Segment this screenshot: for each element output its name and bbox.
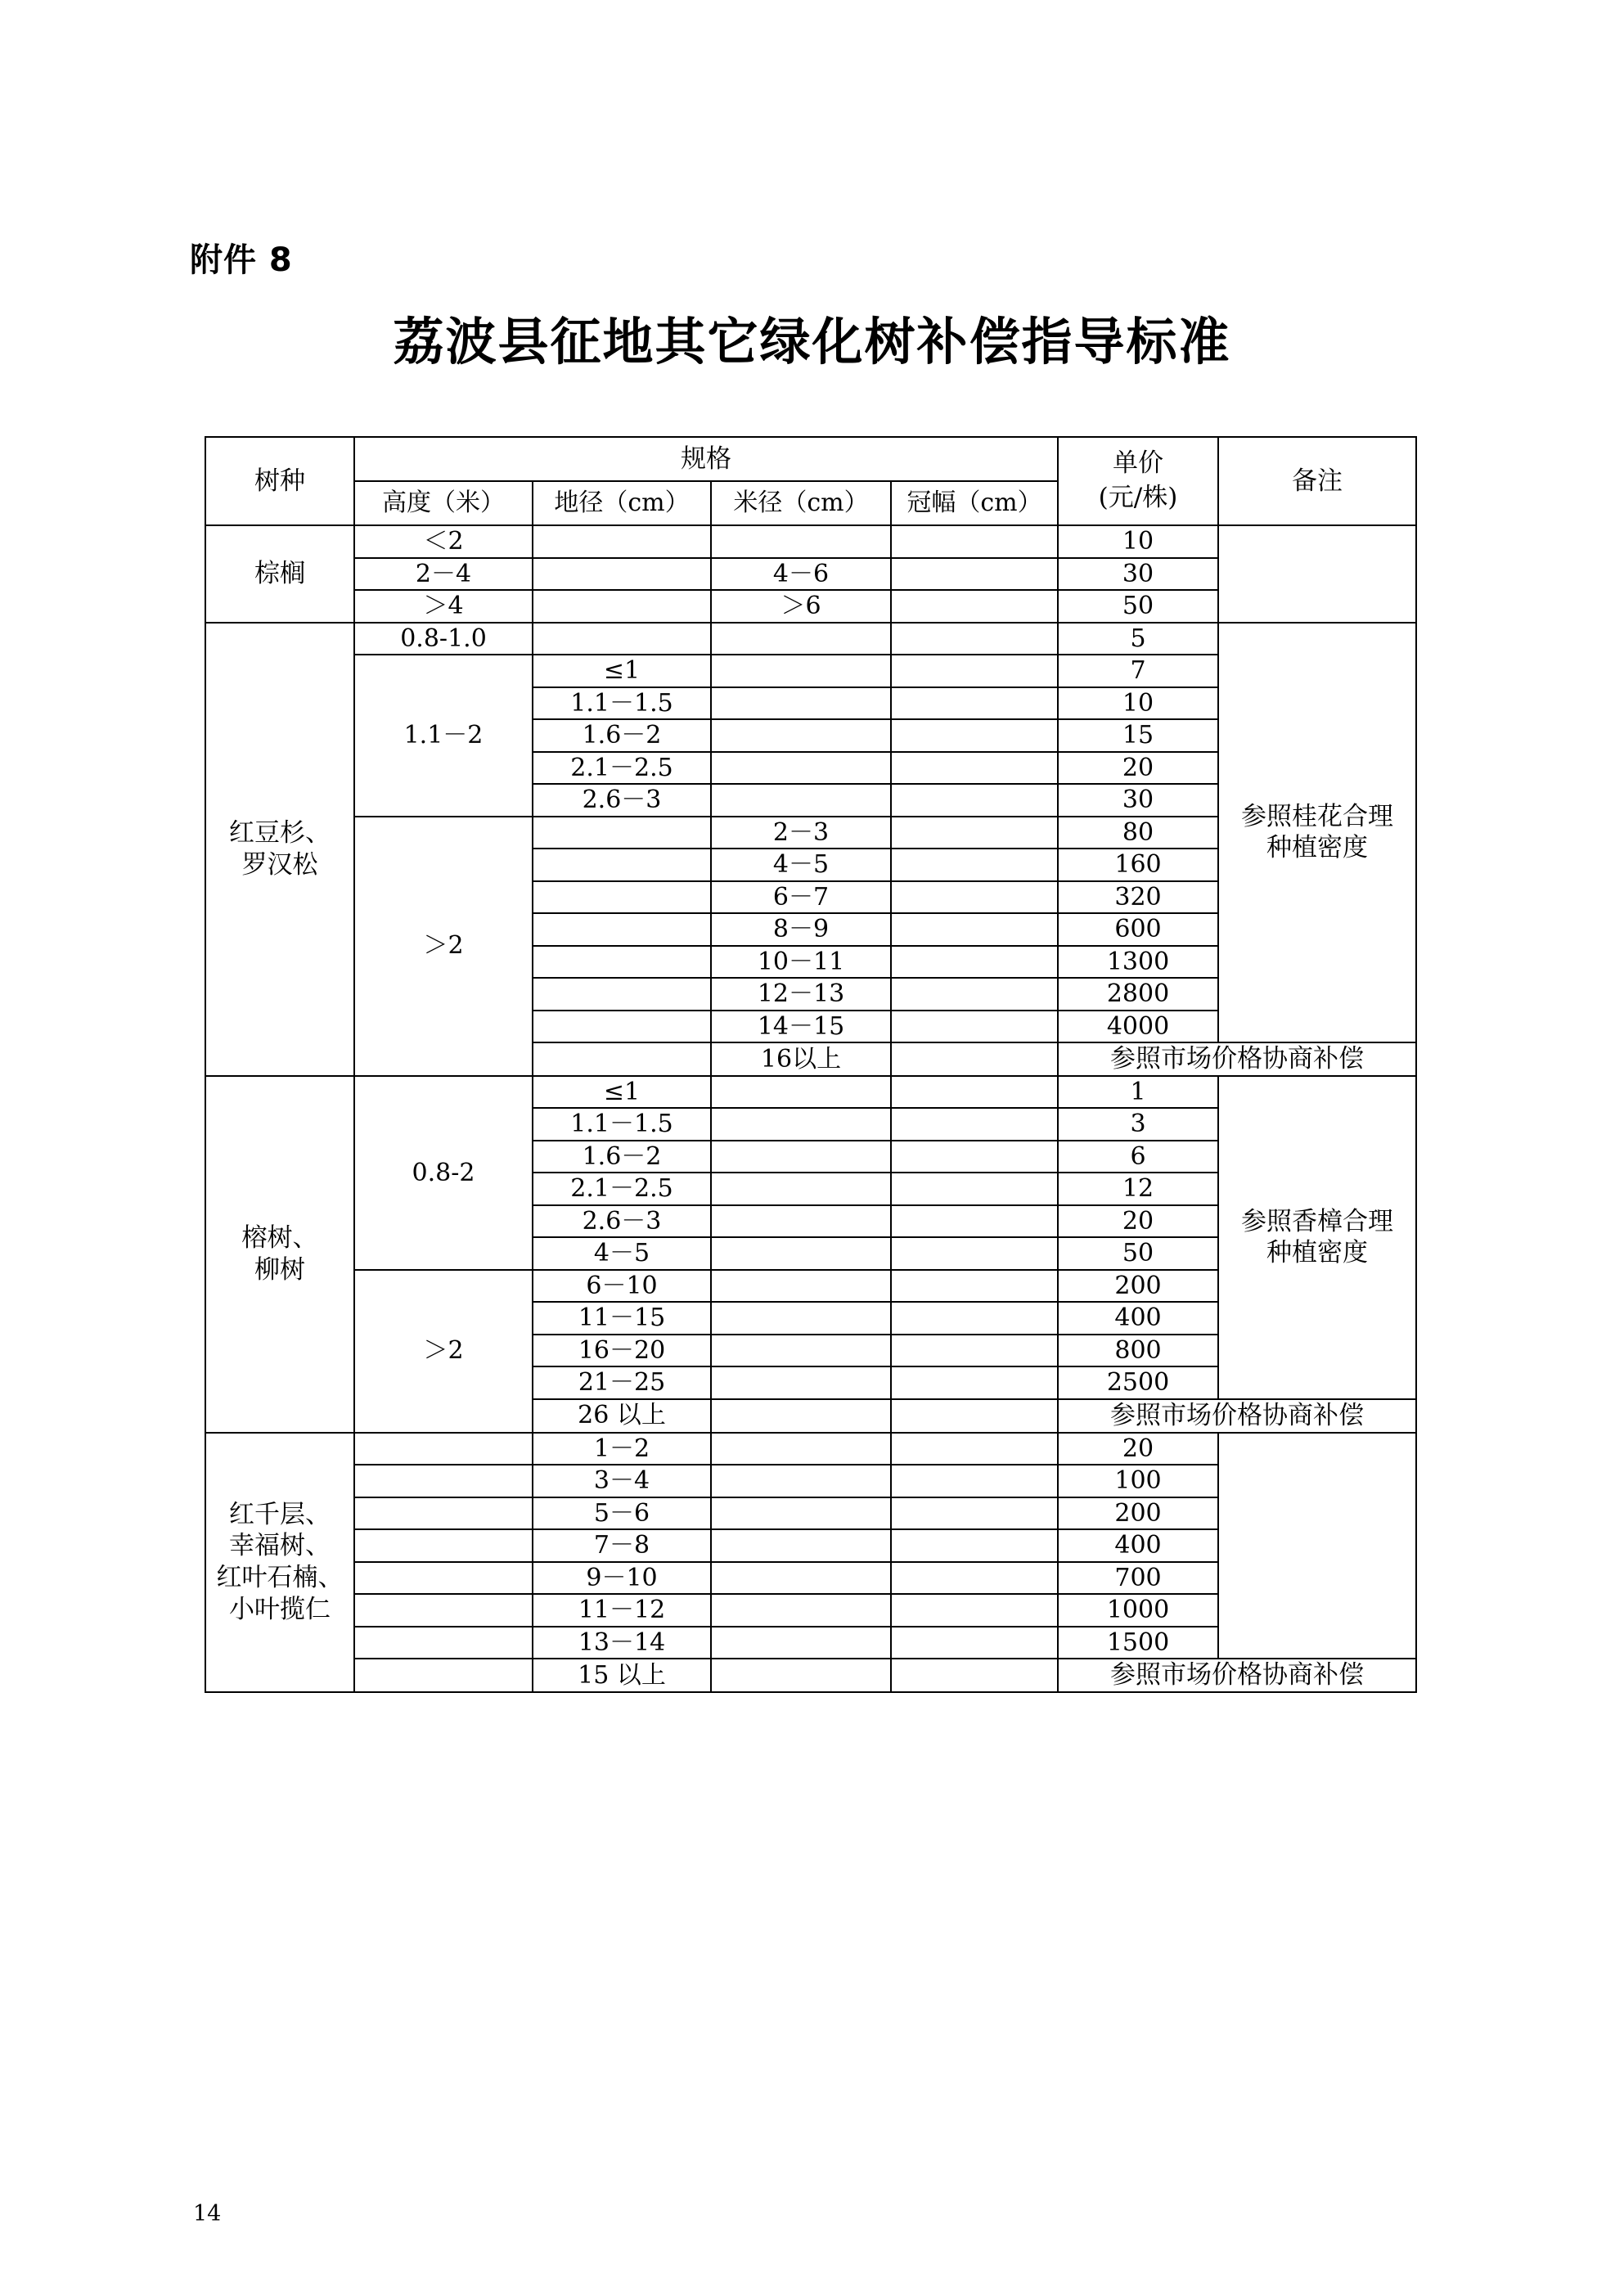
unit-price-cell: 80 xyxy=(1058,817,1218,849)
crown-width-cell xyxy=(891,1627,1058,1659)
unit-price-cell: 3 xyxy=(1058,1108,1218,1141)
attachment-label: 附件 8 xyxy=(190,241,293,279)
crown-width-cell xyxy=(891,1205,1058,1238)
crown-width-cell xyxy=(891,913,1058,946)
crown-width-cell xyxy=(891,1335,1058,1367)
unit-price-cell: 5 xyxy=(1058,623,1218,655)
crown-width-cell xyxy=(891,1659,1058,1692)
unit-price-cell: 10 xyxy=(1058,687,1218,720)
unit-price-cell: 20 xyxy=(1058,1433,1218,1465)
unit-price-cell: 50 xyxy=(1058,1237,1218,1270)
crown-width-cell xyxy=(891,1011,1058,1043)
ground-diameter-cell xyxy=(533,881,711,914)
height-cell xyxy=(354,1627,533,1659)
ground-diameter-cell: 13－14 xyxy=(533,1627,711,1659)
ground-diameter-cell: 7－8 xyxy=(533,1529,711,1562)
dbh-cell xyxy=(711,752,891,785)
ground-diameter-cell: 2.6－3 xyxy=(533,784,711,817)
dbh-cell xyxy=(711,525,891,558)
crown-width-cell xyxy=(891,590,1058,623)
dbh-cell: 12－13 xyxy=(711,978,891,1011)
table-row xyxy=(205,525,1416,558)
crown-width-cell xyxy=(891,1366,1058,1399)
crown-width-cell xyxy=(891,623,1058,655)
header-species: 树种 xyxy=(205,437,354,525)
ground-diameter-cell: ≤1 xyxy=(533,655,711,687)
unit-price-cell: 30 xyxy=(1058,784,1218,817)
ground-diameter-cell: 1.6－2 xyxy=(533,1141,711,1173)
crown-width-cell xyxy=(891,946,1058,979)
unit-price-cell: 2800 xyxy=(1058,978,1218,1011)
crown-width-cell xyxy=(891,558,1058,591)
unit-price-cell: 50 xyxy=(1058,590,1218,623)
market-price-note-cell: 参照市场价格协商补偿 xyxy=(1058,1042,1416,1076)
header-crown-width: 冠幅（cm） xyxy=(891,481,1058,525)
unit-price-cell: 160 xyxy=(1058,849,1218,881)
crown-width-cell xyxy=(891,655,1058,687)
dbh-cell: ＞6 xyxy=(711,590,891,623)
dbh-cell xyxy=(711,1399,891,1433)
ground-diameter-cell: 6－10 xyxy=(533,1270,711,1303)
crown-width-cell xyxy=(891,1497,1058,1530)
crown-width-cell xyxy=(891,752,1058,785)
table-header xyxy=(205,437,1416,525)
crown-width-cell xyxy=(891,1529,1058,1562)
unit-price-cell: 20 xyxy=(1058,752,1218,785)
ground-diameter-cell: 9－10 xyxy=(533,1562,711,1595)
header-unit-price-main: 单价 xyxy=(1113,448,1163,479)
ground-diameter-cell: 1－2 xyxy=(533,1433,711,1465)
unit-price-cell: 15 xyxy=(1058,719,1218,752)
dbh-cell xyxy=(711,1173,891,1205)
height-cell xyxy=(354,1659,533,1692)
table-row xyxy=(205,1076,1416,1109)
dbh-cell xyxy=(711,1529,891,1562)
crown-width-cell xyxy=(891,1594,1058,1627)
height-cell xyxy=(354,1497,533,1530)
height-cell xyxy=(354,1594,533,1627)
ground-diameter-cell xyxy=(533,623,711,655)
ground-diameter-cell xyxy=(533,525,711,558)
crown-width-cell xyxy=(891,784,1058,817)
unit-price-cell: 2500 xyxy=(1058,1366,1218,1399)
crown-width-cell xyxy=(891,719,1058,752)
ground-diameter-cell xyxy=(533,1011,711,1043)
height-cell xyxy=(354,1465,533,1497)
remark-cell xyxy=(1218,1433,1416,1659)
header-dbh: 米径（cm） xyxy=(711,481,891,525)
ground-diameter-cell: 2.6－3 xyxy=(533,1205,711,1238)
species-cell: 棕榈 xyxy=(205,525,354,623)
ground-diameter-cell xyxy=(533,978,711,1011)
market-price-note-cell: 参照市场价格协商补偿 xyxy=(1058,1659,1416,1692)
remark-cell: 参照桂花合理 种植密度 xyxy=(1218,623,1416,1043)
ground-diameter-cell: 15 以上 xyxy=(533,1659,711,1692)
ground-diameter-cell: 1.6－2 xyxy=(533,719,711,752)
ground-diameter-cell: 11－15 xyxy=(533,1302,711,1335)
unit-price-cell: 1300 xyxy=(1058,946,1218,979)
dbh-cell xyxy=(711,1270,891,1303)
dbh-cell xyxy=(711,1594,891,1627)
height-cell xyxy=(354,1529,533,1562)
crown-width-cell xyxy=(891,978,1058,1011)
unit-price-cell: 1 xyxy=(1058,1076,1218,1109)
ground-diameter-cell xyxy=(533,913,711,946)
header-remark: 备注 xyxy=(1218,437,1416,525)
ground-diameter-cell: 16－20 xyxy=(533,1335,711,1367)
dbh-cell xyxy=(711,1366,891,1399)
dbh-cell xyxy=(711,687,891,720)
ground-diameter-cell: 2.1－2.5 xyxy=(533,752,711,785)
ground-diameter-cell: 11－12 xyxy=(533,1594,711,1627)
unit-price-cell: 1500 xyxy=(1058,1627,1218,1659)
page-number: 14 xyxy=(193,2201,222,2226)
dbh-cell xyxy=(711,1497,891,1530)
table-row xyxy=(205,1659,1416,1692)
dbh-cell xyxy=(711,1627,891,1659)
dbh-cell xyxy=(711,1076,891,1109)
dbh-cell xyxy=(711,623,891,655)
unit-price-cell: 100 xyxy=(1058,1465,1218,1497)
height-cell: 0.8-2 xyxy=(354,1076,533,1270)
table-row xyxy=(205,623,1416,655)
ground-diameter-cell: 4－5 xyxy=(533,1237,711,1270)
ground-diameter-cell xyxy=(533,1042,711,1076)
dbh-cell xyxy=(711,1237,891,1270)
ground-diameter-cell xyxy=(533,849,711,881)
crown-width-cell xyxy=(891,1270,1058,1303)
crown-width-cell xyxy=(891,525,1058,558)
height-cell: 0.8-1.0 xyxy=(354,623,533,655)
header-unit-price-sub: (元/株) xyxy=(1098,483,1178,512)
crown-width-cell xyxy=(891,1237,1058,1270)
crown-width-cell xyxy=(891,1076,1058,1109)
unit-price-cell: 30 xyxy=(1058,558,1218,591)
dbh-cell xyxy=(711,719,891,752)
dbh-cell xyxy=(711,655,891,687)
table-body xyxy=(205,525,1416,1692)
ground-diameter-cell: 5－6 xyxy=(533,1497,711,1530)
ground-diameter-cell xyxy=(533,558,711,591)
dbh-cell xyxy=(711,1465,891,1497)
ground-diameter-cell: ≤1 xyxy=(533,1076,711,1109)
unit-price-cell: 400 xyxy=(1058,1302,1218,1335)
ground-diameter-cell xyxy=(533,590,711,623)
remark-cell: 参照香樟合理 种植密度 xyxy=(1218,1076,1416,1399)
unit-price-cell: 10 xyxy=(1058,525,1218,558)
dbh-cell xyxy=(711,1335,891,1367)
dbh-cell: 16以上 xyxy=(711,1042,891,1076)
compensation-standards-table xyxy=(205,436,1417,1693)
unit-price-cell: 200 xyxy=(1058,1270,1218,1303)
remark-cell xyxy=(1218,525,1416,623)
height-cell: 2－4 xyxy=(354,558,533,591)
dbh-cell: 14－15 xyxy=(711,1011,891,1043)
ground-diameter-cell: 26 以上 xyxy=(533,1399,711,1433)
crown-width-cell xyxy=(891,881,1058,914)
crown-width-cell xyxy=(891,1302,1058,1335)
height-cell: ＞2 xyxy=(354,817,533,1076)
crown-width-cell xyxy=(891,849,1058,881)
dbh-cell xyxy=(711,784,891,817)
height-cell: 1.1－2 xyxy=(354,655,533,817)
crown-width-cell xyxy=(891,1141,1058,1173)
header-height: 高度（米） xyxy=(354,481,533,525)
crown-width-cell xyxy=(891,1465,1058,1497)
species-cell: 榕树、 柳树 xyxy=(205,1076,354,1433)
dbh-cell: 4－6 xyxy=(711,558,891,591)
dbh-cell: 6－7 xyxy=(711,881,891,914)
ground-diameter-cell: 21－25 xyxy=(533,1366,711,1399)
unit-price-cell: 700 xyxy=(1058,1562,1218,1595)
dbh-cell xyxy=(711,1205,891,1238)
header-spec-group: 规格 xyxy=(354,437,1058,481)
unit-price-cell: 6 xyxy=(1058,1141,1218,1173)
header-ground-diameter: 地径（cm） xyxy=(533,481,711,525)
dbh-cell: 4－5 xyxy=(711,849,891,881)
dbh-cell xyxy=(711,1659,891,1692)
table-row xyxy=(205,1433,1416,1465)
crown-width-cell xyxy=(891,1433,1058,1465)
dbh-cell: 8－9 xyxy=(711,913,891,946)
height-cell: ＜2 xyxy=(354,525,533,558)
unit-price-cell: 20 xyxy=(1058,1205,1218,1238)
crown-width-cell xyxy=(891,1562,1058,1595)
page-title: 荔波县征地其它绿化树补偿指导标准 xyxy=(393,312,1231,371)
dbh-cell xyxy=(711,1433,891,1465)
header-unit-price xyxy=(1058,437,1218,525)
crown-width-cell xyxy=(891,1399,1058,1433)
crown-width-cell xyxy=(891,1108,1058,1141)
ground-diameter-cell: 3－4 xyxy=(533,1465,711,1497)
unit-price-cell: 7 xyxy=(1058,655,1218,687)
crown-width-cell xyxy=(891,1042,1058,1076)
unit-price-cell: 600 xyxy=(1058,913,1218,946)
unit-price-cell: 320 xyxy=(1058,881,1218,914)
ground-diameter-cell: 1.1－1.5 xyxy=(533,687,711,720)
unit-price-cell: 400 xyxy=(1058,1529,1218,1562)
header-row-top xyxy=(205,437,1416,481)
unit-price-cell: 4000 xyxy=(1058,1011,1218,1043)
dbh-cell xyxy=(711,1108,891,1141)
dbh-cell: 2－3 xyxy=(711,817,891,849)
dbh-cell xyxy=(711,1141,891,1173)
unit-price-cell: 800 xyxy=(1058,1335,1218,1367)
ground-diameter-cell: 1.1－1.5 xyxy=(533,1108,711,1141)
market-price-note-cell: 参照市场价格协商补偿 xyxy=(1058,1399,1416,1433)
unit-price-cell: 1000 xyxy=(1058,1594,1218,1627)
species-cell: 红千层、 幸福树、 红叶石楠、 小叶揽仁 xyxy=(205,1433,354,1692)
height-cell xyxy=(354,1433,533,1465)
ground-diameter-cell xyxy=(533,817,711,849)
height-cell: ＞2 xyxy=(354,1270,533,1433)
height-cell: ＞4 xyxy=(354,590,533,623)
crown-width-cell xyxy=(891,817,1058,849)
dbh-cell: 10－11 xyxy=(711,946,891,979)
crown-width-cell xyxy=(891,1173,1058,1205)
height-cell xyxy=(354,1562,533,1595)
dbh-cell xyxy=(711,1302,891,1335)
crown-width-cell xyxy=(891,687,1058,720)
ground-diameter-cell: 2.1－2.5 xyxy=(533,1173,711,1205)
dbh-cell xyxy=(711,1562,891,1595)
ground-diameter-cell xyxy=(533,946,711,979)
species-cell: 红豆杉、 罗汉松 xyxy=(205,623,354,1076)
unit-price-cell: 200 xyxy=(1058,1497,1218,1530)
unit-price-cell: 12 xyxy=(1058,1173,1218,1205)
